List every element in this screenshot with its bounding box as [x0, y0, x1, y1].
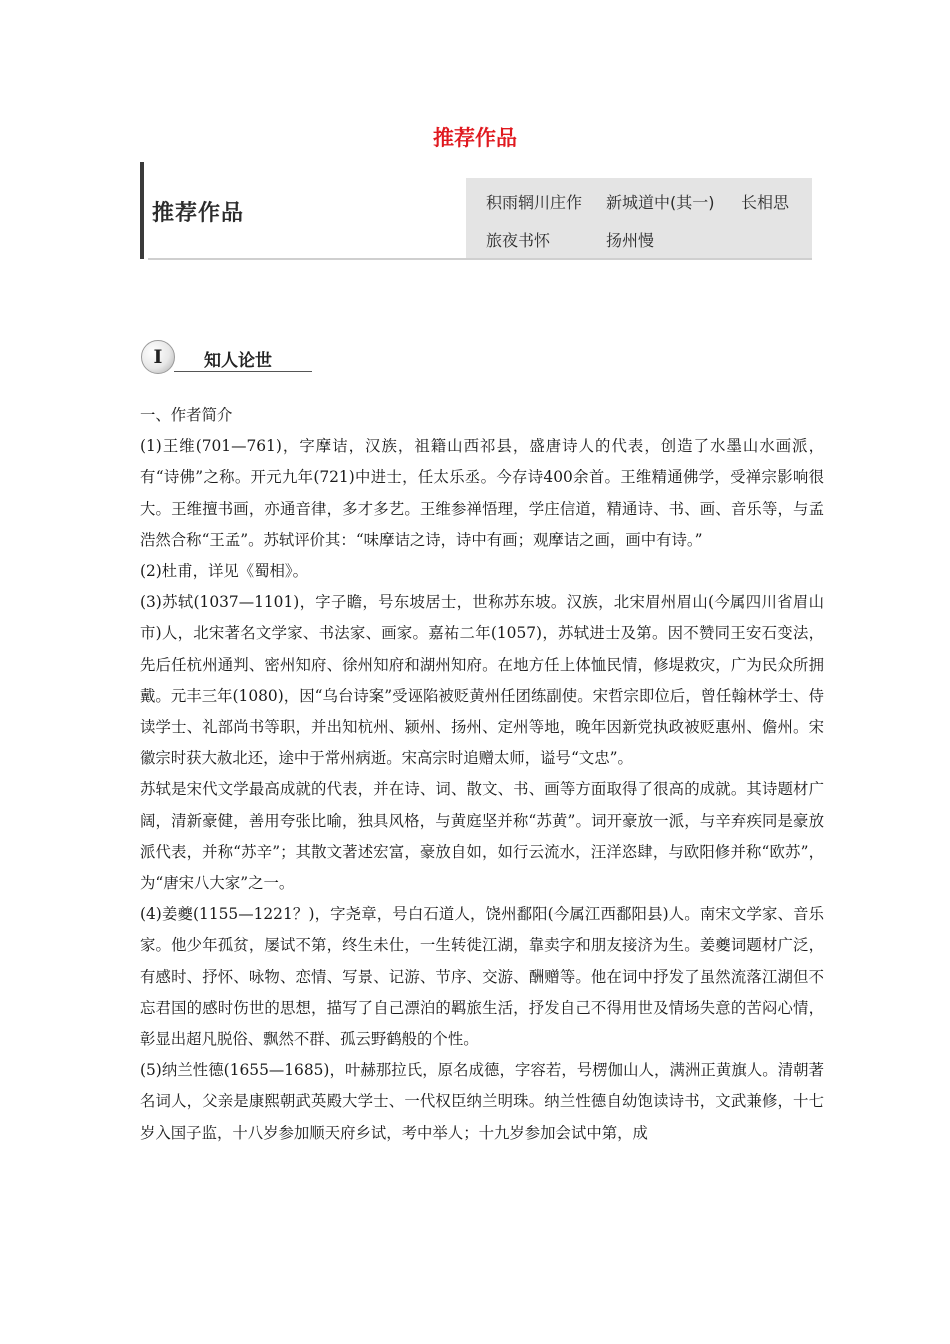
- paragraph: (4)姜夔(1155—1221？)，字尧章，号白石道人，饶州鄱阳(今属江西鄱阳县)人。南宋文学家、音乐家。他少年孤贫，屡试不第，终生未仕，一生转徙江湖，靠卖字和朋友接济为生。姜夔词题材广泛，有感时、抒怀、咏物、恋情、写景、记游、节序、交游、酬赠等。他在词中抒发了虽然流落江湖但不忘君国的感时伤世的思想，描写了自己漂泊的羁旅生活，抒发自己不得用世及情场失意的苦闷心情，彰显出超凡脱俗、飘然不群、孤云野鹤般的个性。: [140, 905, 824, 1049]
- work-title: 新城道中(其一): [606, 193, 715, 212]
- work-title: 积雨辋川庄作: [486, 193, 583, 212]
- section-label: 知人论世: [204, 351, 272, 371]
- banner-heading: 推荐作品: [152, 201, 245, 226]
- section-number-badge: I: [141, 340, 175, 374]
- page-title: 推荐作品: [433, 126, 517, 150]
- banner-underline: [148, 258, 812, 260]
- paragraph: 苏轼是宋代文学最高成就的代表，并在诗、词、散文、书、画等方面取得了很高的成就。其诗题材广阔，清新豪健，善用夸张比喻，独具风格，与黄庭坚并称“苏黄”。词开豪放一派，与辛弃疾同是豪放派代表，并称“苏辛”；其散文著述宏富，豪放自如，如行云流水，汪洋恣肆，与欧阳修并称“欧苏”，为“唐宋八大家”之一。: [140, 780, 824, 893]
- section-underline: [174, 371, 312, 372]
- body-text: [140, 400, 824, 1149]
- section-heading: [140, 340, 312, 374]
- banner-accent-bar: [140, 162, 144, 259]
- paragraph: (1)王维(701—761)，字摩诘，汉族，祖籍山西祁县，盛唐诗人的代表，创造了水墨山水画派，有“诗佛”之称。开元九年(721)中进士，任太乐丞。今存诗400余首。王维精通佛学，受禅宗影响很大。王维擅书画，亦通音律，多才多艺。王维参禅悟理，学庄信道，精通诗、书、画、音乐等，与孟浩然合称“王孟”。苏轼评价其：“味摩诘之诗，诗中有画；观摩诘之画，画中有诗。”: [140, 437, 824, 549]
- work-title: 长相思: [741, 193, 790, 212]
- banner: [140, 162, 812, 260]
- paragraph: (5)纳兰性德(1655—1685)，叶赫那拉氏，原名成德，字容若，号楞伽山人，满洲正黄旗人。清朝著名词人，父亲是康熙朝武英殿大学士、一代权臣纳兰明珠。纳兰性德自幼饱读诗书，文武兼修，十七岁入国子监，十八岁参加顺天府乡试，考中举人；十九岁参加会试中第，成: [140, 1061, 824, 1142]
- paragraph: (3)苏轼(1037—1101)，字子瞻，号东坡居士，世称苏东坡。汉族，北宋眉州眉山(今属四川省眉山市)人，北宋著名文学家、书法家、画家。嘉祐二年(1057)，苏轼进士及第。因不赞同王安石变法，先后任杭州通判、密州知府、徐州知府和湖州知府。在地方任上体恤民情，修堤救灾，广为民众所拥戴。元丰三年(1080)，因“乌台诗案”受诬陷被贬黄州任团练副使。宋哲宗即位后，曾任翰林学士、侍读学士、礼部尚书等职，并出知杭州、颍州、扬州、定州等地，晚年因新党执政被贬惠州、儋州。宋徽宗时获大赦北还，途中于常州病逝。宋高宗时追赠太师，谥号“文忠”。: [140, 593, 824, 768]
- paragraph: (2)杜甫，详见《蜀相》。: [140, 562, 309, 581]
- subsection-heading: 一、作者简介: [140, 406, 233, 424]
- work-title: 扬州慢: [606, 231, 655, 250]
- work-title: 旅夜书怀: [486, 231, 551, 250]
